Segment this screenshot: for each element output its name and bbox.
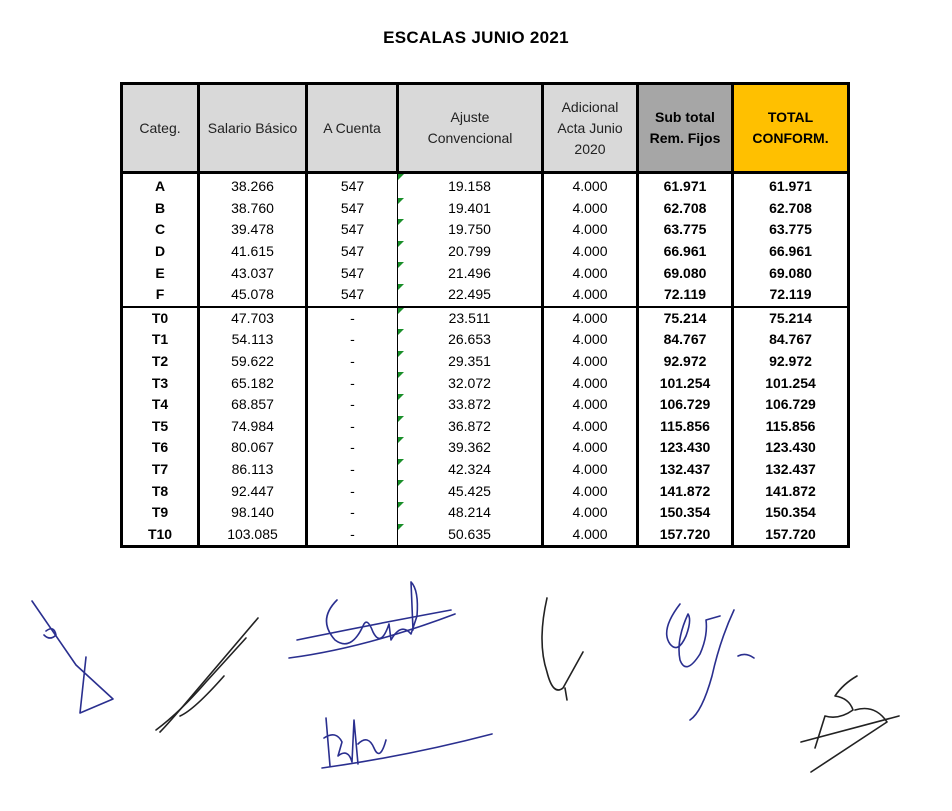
signature-3 [285, 580, 460, 665]
cell-categ: T0 [122, 307, 199, 330]
cell-adicional: 4.000 [543, 284, 638, 307]
cell-salario-basico: 103.085 [199, 524, 307, 547]
cell-subtotal: 69.080 [638, 262, 733, 284]
cell-total: 132.437 [765, 461, 816, 478]
table-row [122, 480, 849, 502]
document-title: ESCALAS JUNIO 2021 [383, 28, 569, 47]
cell-categ: T4 [122, 394, 199, 416]
cell-categ: C [122, 219, 199, 241]
cell-categ: T1 [122, 329, 199, 351]
cell-total: 72.119 [769, 286, 812, 303]
table-row [122, 372, 849, 394]
table-body [122, 173, 849, 547]
table-row [122, 437, 849, 459]
header-ajuste-convencional: Ajuste Convencional [398, 84, 543, 173]
signature-7 [795, 670, 910, 780]
cell-salario-basico: 38.266 [199, 173, 307, 198]
cell-total: 63.775 [769, 221, 812, 238]
cell-salario-basico: 86.113 [199, 459, 307, 481]
cell-salario-basico: 74.984 [199, 416, 307, 438]
cell-salario-basico: 38.760 [199, 198, 307, 220]
cell-adicional: 4.000 [543, 480, 638, 502]
cell-total: 62.708 [769, 199, 812, 216]
cell-salario-basico: 92.447 [199, 480, 307, 502]
cell-a-cuenta: - [307, 329, 398, 351]
cell-categ: T2 [122, 351, 199, 373]
cell-total: 61.971 [769, 178, 812, 195]
cell-total: 66.961 [769, 243, 812, 260]
cell-categ: T3 [122, 372, 199, 394]
cell-adicional: 4.000 [543, 219, 638, 241]
cell-a-cuenta: 547 [307, 198, 398, 220]
header-subtotal: Sub total Rem. Fijos [638, 84, 733, 173]
header-row [122, 84, 849, 173]
cell-ajuste-convencional: 42.324 [398, 459, 543, 481]
table-row [122, 351, 849, 373]
cell-total: 75.214 [733, 307, 849, 330]
cell-subtotal: 63.775 [638, 219, 733, 241]
cell-subtotal: 141.872 [638, 480, 733, 502]
header-categ: Categ. [122, 84, 199, 173]
cell-subtotal: 123.430 [638, 437, 733, 459]
table-row [122, 502, 849, 524]
cell-categ: T8 [122, 480, 199, 502]
cell-ajuste-convencional: 19.158 [398, 173, 543, 198]
cell-salario-basico: 65.182 [199, 372, 307, 394]
cell-a-cuenta: - [307, 416, 398, 438]
cell-adicional: 4.000 [543, 416, 638, 438]
cell-total: 115.856 [765, 417, 816, 434]
signature-5 [535, 592, 590, 704]
cell-ajuste-convencional: 39.362 [398, 437, 543, 459]
cell-subtotal: 157.720 [638, 524, 733, 547]
cell-total: 106.729 [765, 396, 816, 413]
cell-salario-basico: 54.113 [199, 329, 307, 351]
cell-subtotal: 106.729 [638, 394, 733, 416]
cell-a-cuenta: 547 [307, 219, 398, 241]
cell-a-cuenta: - [307, 502, 398, 524]
header-adicional-acta: Adicional Acta Junio 2020 [543, 84, 638, 173]
cell-categ: T6 [122, 437, 199, 459]
table-row [122, 198, 849, 220]
cell-a-cuenta: - [307, 459, 398, 481]
cell-a-cuenta: 547 [307, 284, 398, 307]
cell-a-cuenta: - [307, 480, 398, 502]
cell-adicional: 4.000 [543, 262, 638, 284]
cell-total: 69.080 [769, 264, 812, 281]
cell-total: 141.872 [765, 482, 816, 499]
cell-subtotal: 72.119 [638, 284, 733, 307]
cell-adicional: 4.000 [543, 173, 638, 198]
salary-scale-table [120, 82, 850, 548]
table-row [122, 394, 849, 416]
cell-categ: F [122, 284, 199, 307]
header-a-cuenta: A Cuenta [307, 84, 398, 173]
cell-ajuste-convencional: 45.425 [398, 480, 543, 502]
cell-categ: B [122, 198, 199, 220]
cell-ajuste-convencional: 20.799 [398, 241, 543, 263]
cell-subtotal: 115.856 [638, 416, 733, 438]
cell-ajuste-convencional: 22.495 [398, 284, 543, 307]
cell-ajuste-convencional: 33.872 [398, 394, 543, 416]
cell-salario-basico: 41.615 [199, 241, 307, 263]
cell-subtotal: 84.767 [638, 329, 733, 351]
signature-1 [28, 595, 123, 720]
cell-salario-basico: 45.078 [199, 284, 307, 307]
header-salario-basico: Salario Básico [199, 84, 307, 173]
cell-salario-basico: 68.857 [199, 394, 307, 416]
table-row [122, 307, 849, 330]
cell-subtotal: 150.354 [638, 502, 733, 524]
cell-salario-basico: 39.478 [199, 219, 307, 241]
cell-adicional: 4.000 [543, 198, 638, 220]
cell-total: 123.430 [765, 439, 816, 456]
cell-subtotal: 75.214 [638, 307, 733, 330]
cell-ajuste-convencional: 48.214 [398, 502, 543, 524]
cell-total: 150.354 [765, 504, 816, 521]
cell-ajuste-convencional: 50.635 [398, 524, 543, 547]
cell-adicional: 4.000 [543, 502, 638, 524]
cell-salario-basico: 59.622 [199, 351, 307, 373]
table-row [122, 219, 849, 241]
cell-ajuste-convencional: 32.072 [398, 372, 543, 394]
cell-total: 84.767 [769, 331, 812, 348]
cell-a-cuenta: - [307, 394, 398, 416]
cell-ajuste-convencional: 19.401 [398, 198, 543, 220]
cell-total: 92.972 [769, 353, 812, 370]
cell-salario-basico: 43.037 [199, 262, 307, 284]
table-row [122, 524, 849, 547]
table-row [122, 416, 849, 438]
cell-adicional: 4.000 [543, 394, 638, 416]
cell-ajuste-convencional: 21.496 [398, 262, 543, 284]
cell-adicional: 4.000 [543, 459, 638, 481]
signature-6 [650, 600, 760, 730]
cell-subtotal: 61.971 [638, 173, 733, 198]
table-row [122, 459, 849, 481]
cell-subtotal: 92.972 [638, 351, 733, 373]
table-row [122, 329, 849, 351]
cell-adicional: 4.000 [543, 351, 638, 373]
cell-adicional: 4.000 [543, 372, 638, 394]
cell-a-cuenta: - [307, 351, 398, 373]
cell-a-cuenta: 547 [307, 262, 398, 284]
cell-categ: D [122, 241, 199, 263]
cell-subtotal: 132.437 [638, 459, 733, 481]
cell-total: 101.254 [765, 374, 816, 391]
cell-subtotal: 62.708 [638, 198, 733, 220]
cell-a-cuenta: 547 [307, 241, 398, 263]
cell-a-cuenta: - [307, 437, 398, 459]
cell-categ: T7 [122, 459, 199, 481]
cell-subtotal: 101.254 [638, 372, 733, 394]
cell-ajuste-convencional: 36.872 [398, 416, 543, 438]
cell-categ: T10 [122, 524, 199, 547]
cell-ajuste-convencional: 26.653 [398, 329, 543, 351]
cell-ajuste-convencional: 23.511 [398, 307, 543, 330]
cell-salario-basico: 47.703 [199, 307, 307, 330]
cell-adicional: 4.000 [543, 241, 638, 263]
table-row [122, 284, 849, 307]
cell-categ: A [122, 173, 199, 198]
cell-adicional: 4.000 [543, 437, 638, 459]
cell-adicional: 4.000 [543, 329, 638, 351]
cell-total: 157.720 [765, 525, 816, 542]
signature-2 [150, 612, 265, 737]
cell-ajuste-convencional: 19.750 [398, 219, 543, 241]
cell-categ: T9 [122, 502, 199, 524]
cell-salario-basico: 80.067 [199, 437, 307, 459]
cell-ajuste-convencional: 29.351 [398, 351, 543, 373]
cell-subtotal: 66.961 [638, 241, 733, 263]
cell-adicional: 4.000 [543, 307, 638, 330]
header-total: TOTAL CONFORM. [733, 84, 849, 173]
cell-a-cuenta: - [307, 307, 398, 330]
cell-categ: E [122, 262, 199, 284]
cell-adicional: 4.000 [543, 524, 638, 547]
cell-a-cuenta: - [307, 372, 398, 394]
cell-a-cuenta: 547 [307, 173, 398, 198]
cell-categ: T5 [122, 416, 199, 438]
table-row [122, 173, 849, 198]
signature-4 [318, 708, 498, 773]
cell-salario-basico: 98.140 [199, 502, 307, 524]
table-row [122, 262, 849, 284]
table-row [122, 241, 849, 263]
cell-a-cuenta: - [307, 524, 398, 547]
